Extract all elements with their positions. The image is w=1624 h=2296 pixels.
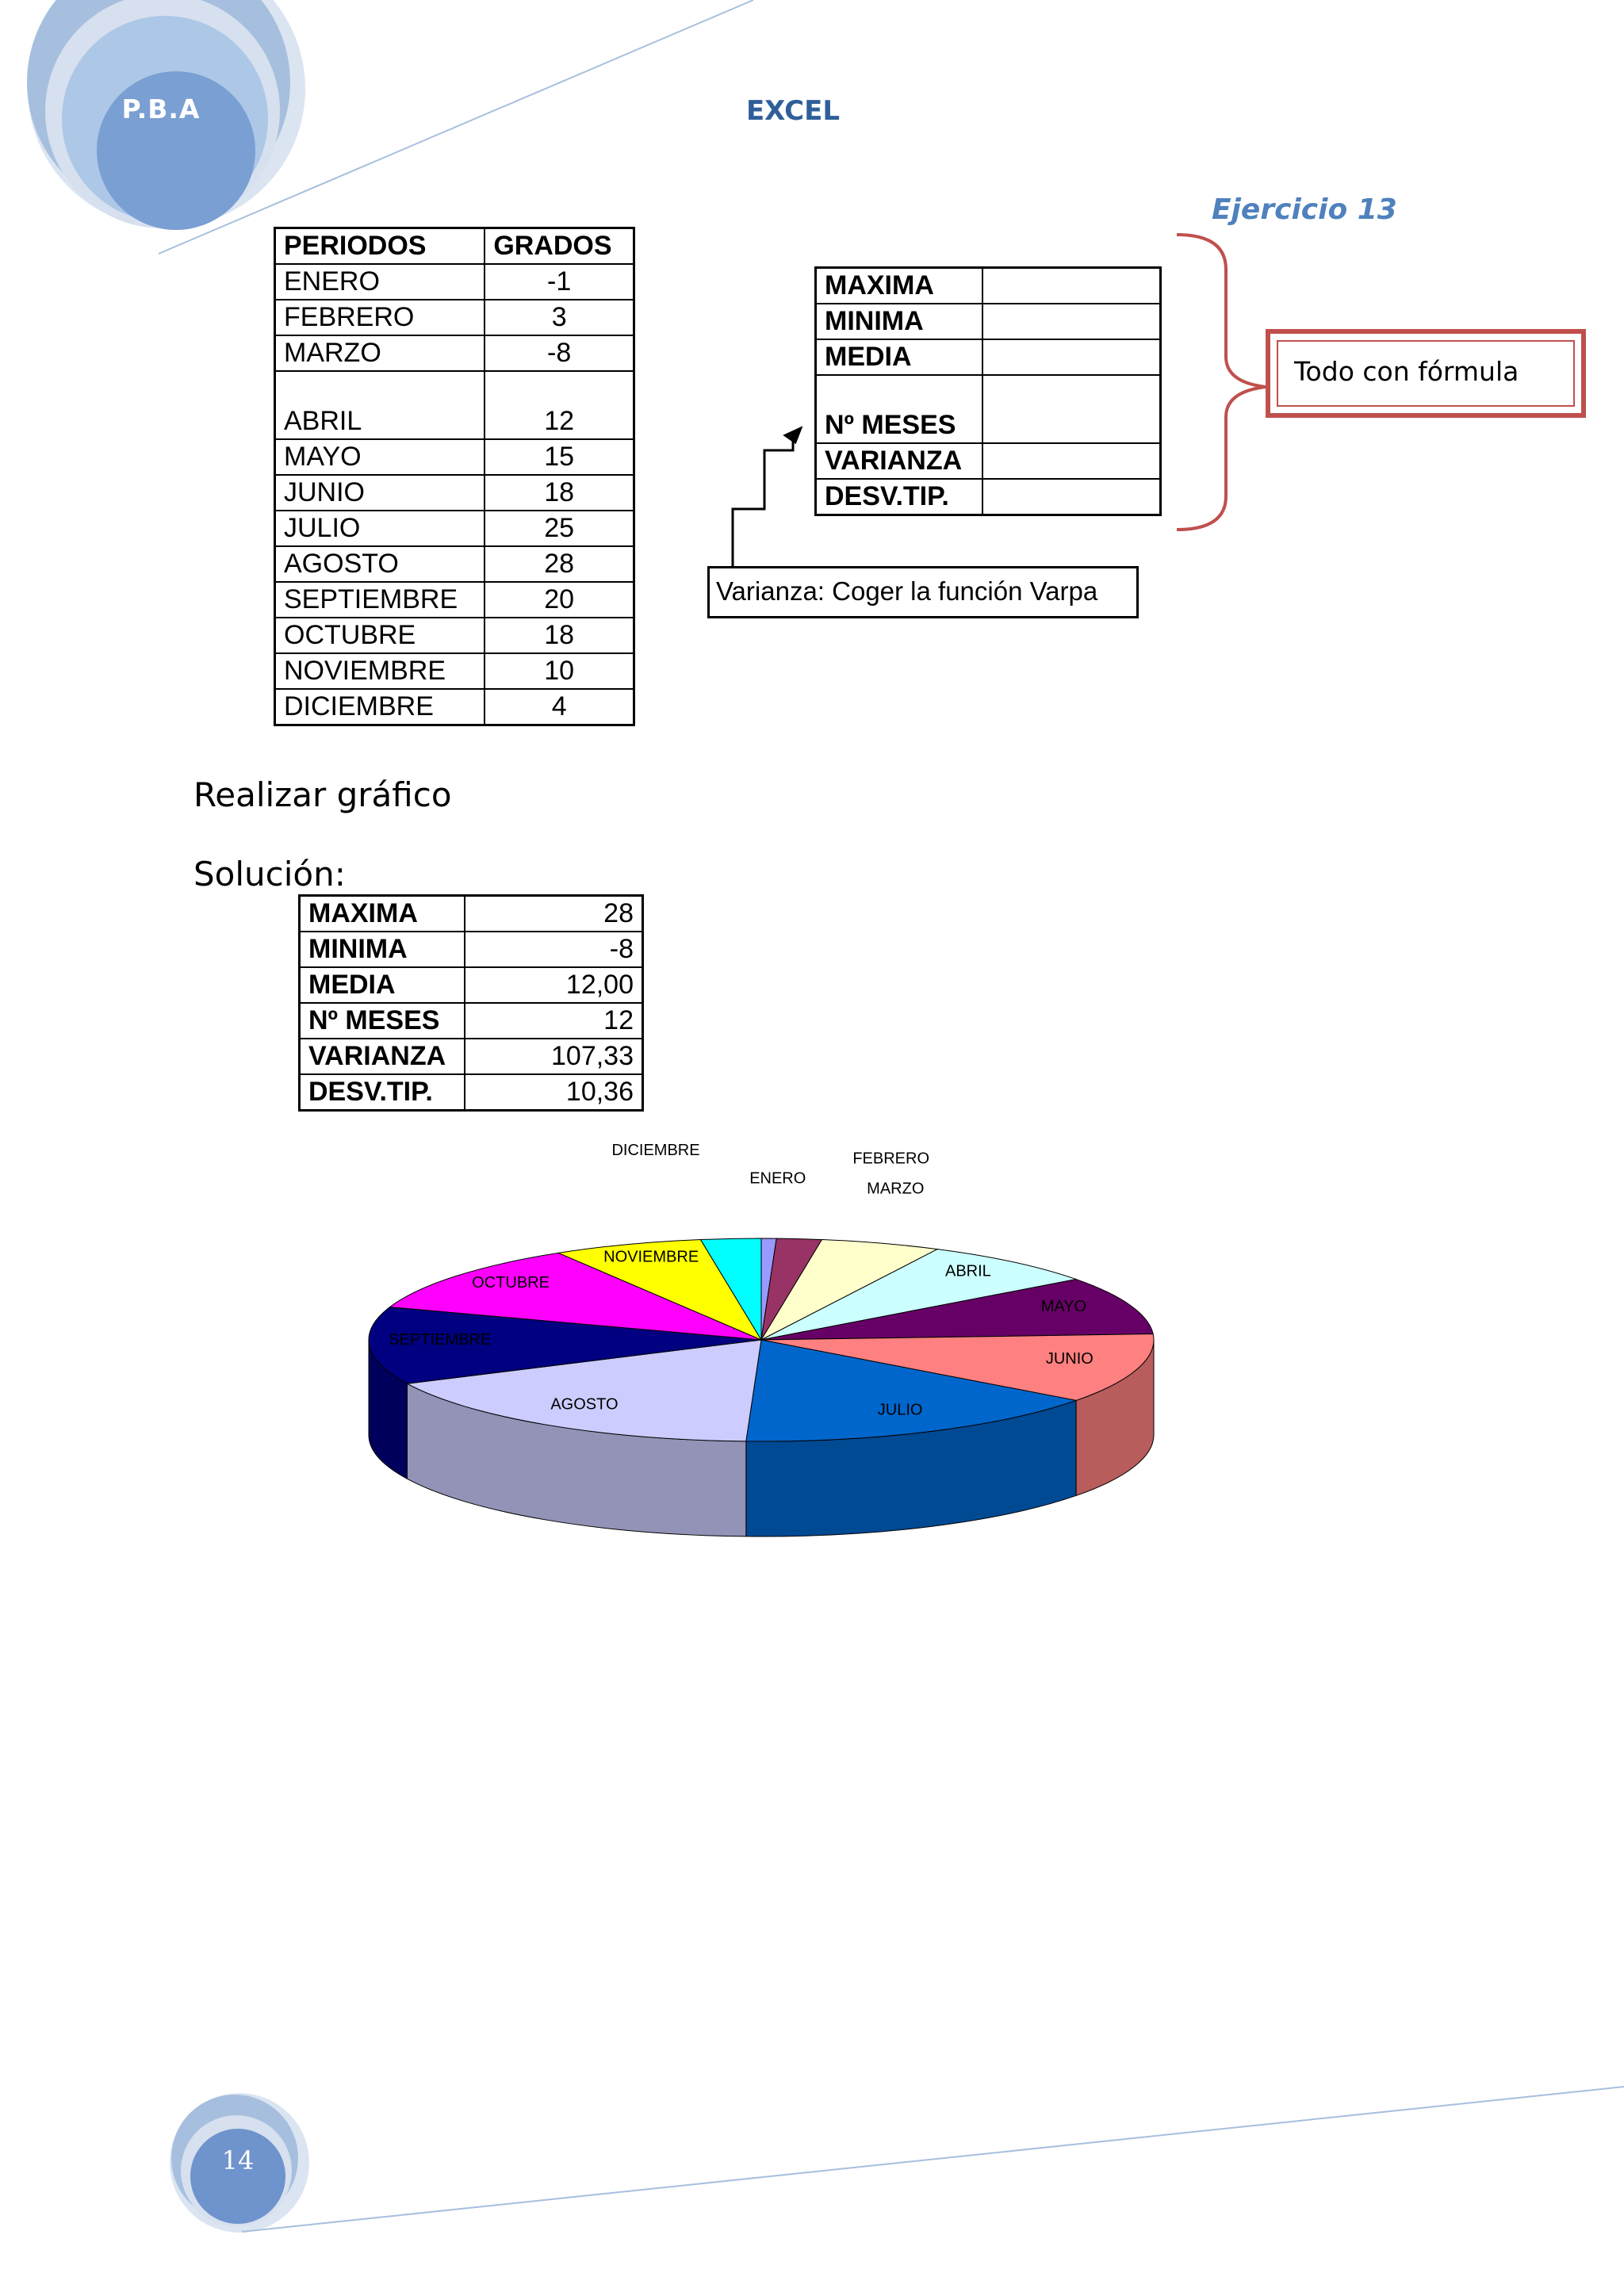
period-cell: AGOSTO (275, 546, 485, 582)
table-row (275, 689, 634, 725)
stat-empty-cell (982, 479, 1161, 515)
table-row (275, 371, 634, 439)
pie-label-agosto: AGOSTO (550, 1395, 619, 1414)
pie-label-octubre: OCTUBRE (472, 1274, 550, 1292)
table-row (275, 511, 634, 546)
pie-label-julio: JULIO (877, 1401, 923, 1419)
value-cell: 20 (485, 582, 634, 618)
solution-value-cell: 12 (465, 1003, 643, 1039)
period-cell: OCTUBRE (275, 618, 485, 653)
stat-label: MEDIA (816, 339, 983, 375)
period-cell: MAYO (275, 439, 485, 475)
stat-empty-cell (982, 268, 1161, 304)
table-row (816, 375, 1161, 443)
table-row (300, 1074, 643, 1111)
table-row (275, 335, 634, 371)
stat-label: DESV.TIP. (816, 479, 983, 515)
pie-label-enero: ENERO (749, 1169, 806, 1188)
stat-label: MINIMA (816, 304, 983, 339)
table-row (275, 618, 634, 653)
formula-note-box (1266, 329, 1586, 418)
column-header-degrees: GRADOS (485, 228, 634, 265)
solution-label-cell: DESV.TIP. (300, 1074, 465, 1111)
pie-label-septiembre: SEPTIEMBRE (389, 1331, 492, 1349)
solution-label-cell: Nº MESES (300, 1003, 465, 1039)
stat-label: VARIANZA (816, 443, 983, 479)
solution-label-cell: MAXIMA (300, 896, 465, 932)
period-cell: ENERO (275, 264, 485, 300)
table-row (816, 268, 1161, 304)
table-row (300, 932, 643, 967)
table-row (300, 1003, 643, 1039)
period-cell: JULIO (275, 511, 485, 546)
value-cell: 4 (485, 689, 634, 725)
table-row (275, 300, 634, 335)
stat-empty-cell (982, 304, 1161, 339)
solution-value-cell: 28 (465, 896, 643, 932)
table-row (816, 304, 1161, 339)
stat-empty-cell (982, 339, 1161, 375)
data-table (274, 227, 635, 726)
pie-label-abril: ABRIL (945, 1262, 991, 1280)
stat-label: Nº MESES (816, 375, 983, 443)
pie-label-febrero: FEBRERO (852, 1150, 930, 1168)
stats-table (814, 266, 1162, 516)
table-row (275, 439, 634, 475)
period-cell: ABRIL (275, 371, 485, 439)
formula-note-text: Todo con fórmula (1277, 340, 1575, 407)
value-cell: 28 (485, 546, 634, 582)
page-header-title: EXCEL (745, 95, 841, 127)
solution-label-cell: MINIMA (300, 932, 465, 967)
table-row (300, 896, 643, 932)
solution-label: Solución: (193, 855, 346, 894)
value-cell: 10 (485, 653, 634, 689)
period-cell: NOVIEMBRE (275, 653, 485, 689)
period-cell: MARZO (275, 335, 485, 371)
value-cell: 3 (485, 300, 634, 335)
table-row (300, 967, 643, 1003)
exercise-label: Ejercicio 13 (1212, 193, 1397, 226)
pie-label-mayo: MAYO (1040, 1298, 1087, 1316)
solution-value-cell: 107,33 (465, 1039, 643, 1074)
solution-value-cell: -8 (465, 932, 643, 967)
table-row (816, 479, 1161, 515)
table-row (816, 443, 1161, 479)
logo-text: P.B.A (121, 94, 201, 124)
pie-label-junio: JUNIO (1045, 1350, 1094, 1368)
table-row (275, 582, 634, 618)
stat-label: MAXIMA (816, 268, 983, 304)
column-header-periods: PERIODOS (275, 228, 485, 265)
value-cell: 25 (485, 511, 634, 546)
value-cell: -1 (485, 264, 634, 300)
period-cell: JUNIO (275, 475, 485, 511)
stat-empty-cell (982, 375, 1161, 443)
solution-value-cell: 12,00 (465, 967, 643, 1003)
table-row (275, 475, 634, 511)
solution-label-cell: MEDIA (300, 967, 465, 1003)
pie-label-marzo: MARZO (867, 1180, 925, 1198)
table-row (275, 264, 634, 300)
value-cell: 18 (485, 618, 634, 653)
instruction-text: Realizar gráfico (193, 775, 452, 814)
value-cell: 18 (485, 475, 634, 511)
variance-note: Varianza: Coger la función Varpa (707, 566, 1139, 618)
pie-chart (349, 1141, 1221, 1570)
table-row (275, 546, 634, 582)
stat-empty-cell (982, 443, 1161, 479)
period-cell: SEPTIEMBRE (275, 582, 485, 618)
period-cell: FEBRERO (275, 300, 485, 335)
value-cell: 15 (485, 439, 634, 475)
pie-label-noviembre: NOVIEMBRE (603, 1248, 699, 1266)
pie-label-diciembre: DICIEMBRE (611, 1141, 700, 1159)
solution-value-cell: 10,36 (465, 1074, 643, 1111)
table-header-row (275, 228, 634, 265)
value-cell: -8 (485, 335, 634, 371)
solution-label-cell: VARIANZA (300, 1039, 465, 1074)
solution-table (298, 894, 644, 1112)
page-number: 14 (221, 2145, 255, 2175)
period-cell: DICIEMBRE (275, 689, 485, 725)
table-row (275, 653, 634, 689)
table-row (816, 339, 1161, 375)
value-cell: 12 (485, 371, 634, 439)
table-row (300, 1039, 643, 1074)
